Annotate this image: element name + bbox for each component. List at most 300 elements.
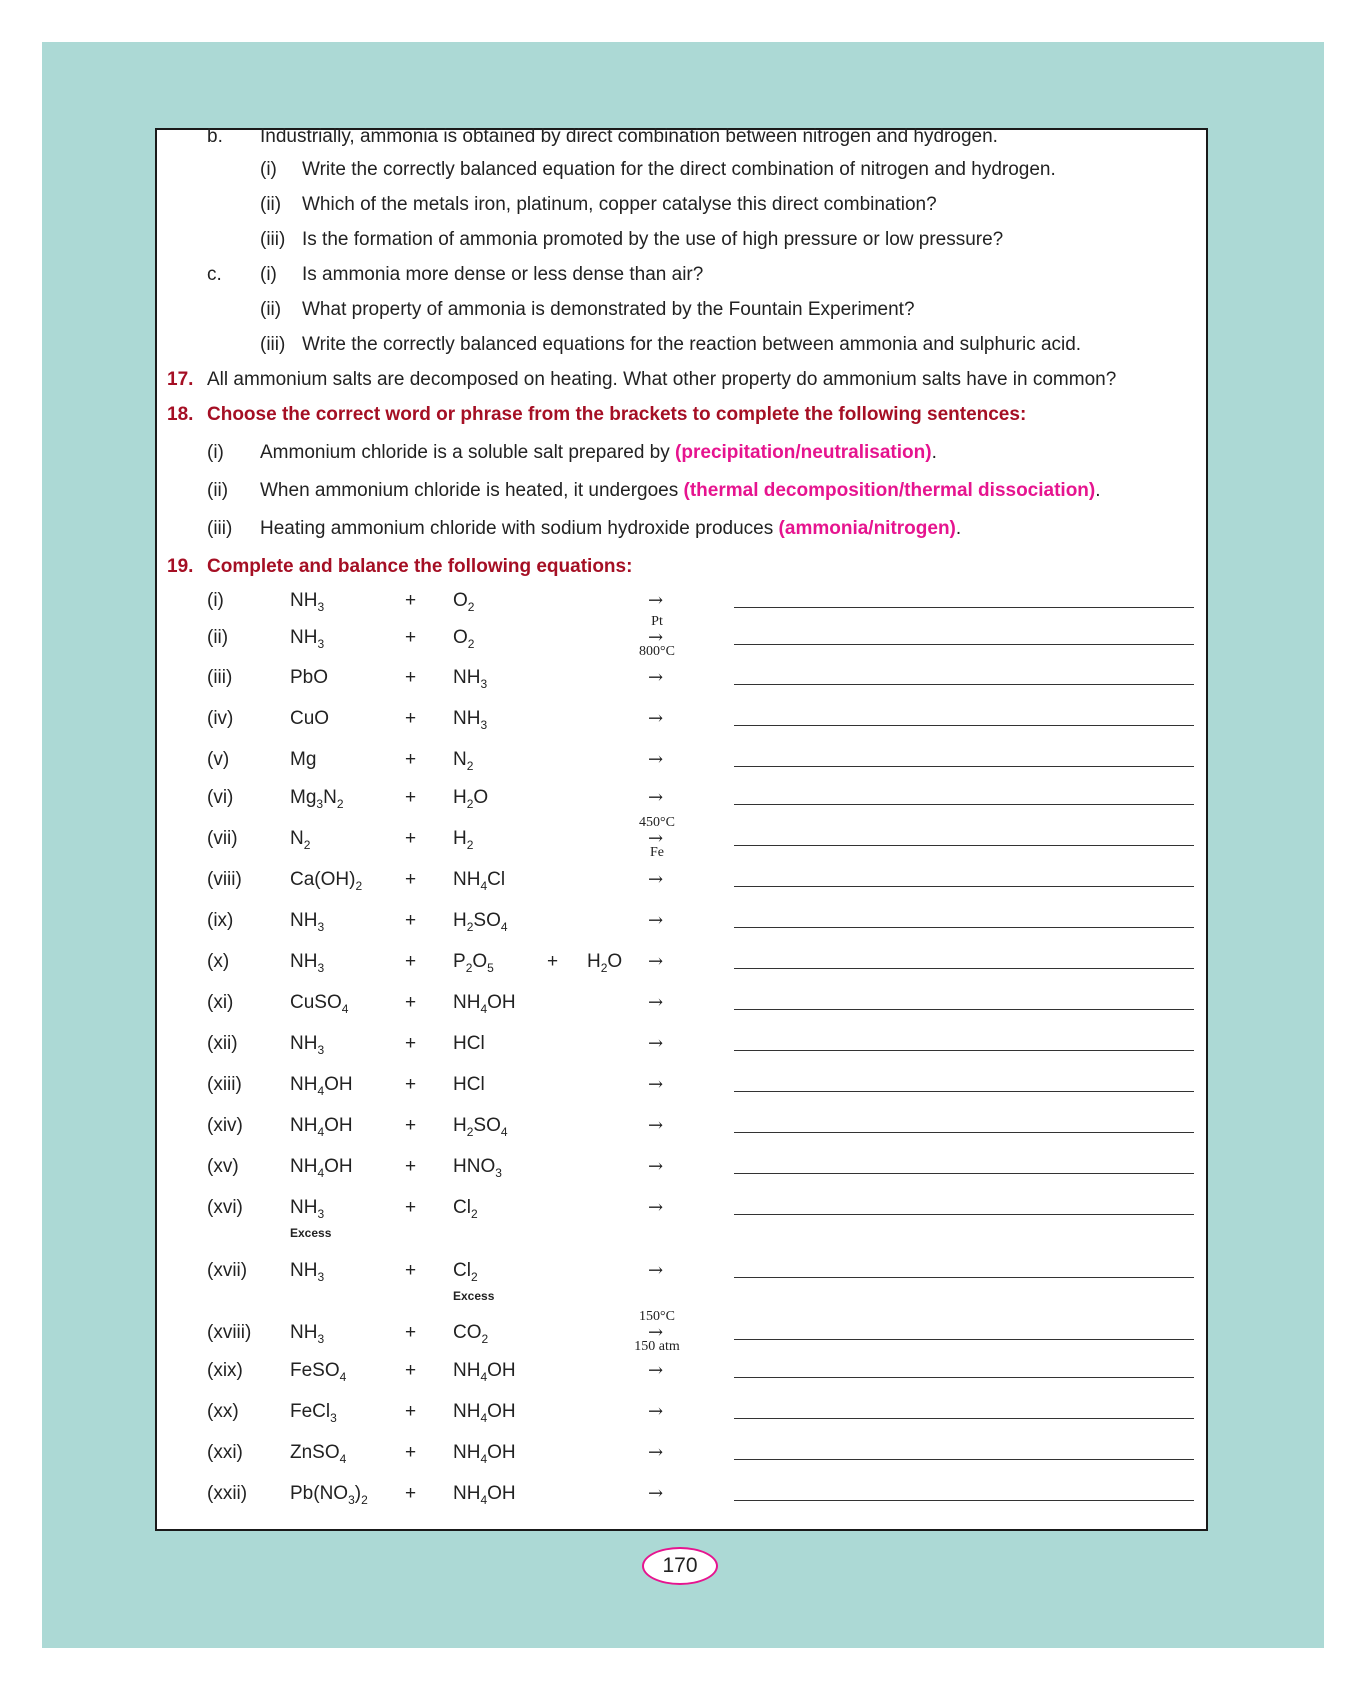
- q18-sentence: [207, 518, 232, 540]
- plus-sign: +: [405, 627, 417, 648]
- reaction-arrow: →: [648, 910, 664, 931]
- reactant-1: [290, 992, 348, 1014]
- equation-row: [157, 1260, 1206, 1303]
- reaction-arrow: →: [648, 749, 664, 770]
- condition-below: 800°C: [639, 644, 675, 659]
- answer-blank-line[interactable]: [734, 927, 1194, 928]
- plus-sign: +: [405, 787, 417, 808]
- formula-part: Cl: [453, 1260, 471, 1281]
- equation-number: (xviii): [207, 1322, 252, 1343]
- question-17-text: All ammonium salts are decomposed on heating. What other property do ammonium salts have in common?: [207, 369, 1117, 390]
- answer-blank-line[interactable]: [734, 886, 1194, 887]
- reactant-1: [290, 627, 324, 649]
- answer-blank-line[interactable]: [734, 1214, 1194, 1215]
- reactant-2: [453, 1483, 516, 1505]
- plus-sign: +: [405, 1401, 417, 1422]
- formula-subscript: 4: [480, 1370, 488, 1384]
- formula-subscript: 2: [466, 838, 474, 852]
- equation-row: [157, 1442, 1206, 1478]
- question-17-number: 17.: [167, 369, 194, 390]
- reaction-arrow: →: [648, 1197, 664, 1218]
- formula-part: O: [473, 787, 489, 808]
- formula-subscript: 3: [495, 1166, 502, 1180]
- reaction-arrow: →: [648, 1360, 664, 1381]
- formula-part: CuSO: [290, 992, 342, 1013]
- b-item-text: Write the correctly balanced equation for the direct combination of nitrogen and hydrogen.: [302, 159, 1056, 180]
- formula-subscript: 4: [317, 1166, 325, 1180]
- answer-blank-line[interactable]: [734, 1173, 1194, 1174]
- formula-part: CuO: [290, 708, 330, 729]
- answer-blank-line[interactable]: [734, 1277, 1194, 1278]
- formula-subscript: 2: [466, 759, 474, 773]
- c-item-num: (i): [260, 264, 277, 285]
- reactant-2: [453, 590, 474, 612]
- answer-blank-line[interactable]: [734, 845, 1194, 846]
- plus-sign: +: [405, 1322, 417, 1343]
- formula-subscript: 3: [480, 718, 488, 732]
- answer-blank-line[interactable]: [734, 766, 1194, 767]
- formula-part: NH: [453, 1360, 481, 1381]
- reaction-arrow: →: [648, 667, 664, 688]
- section-b-text: Industrially, ammonia is obtained by direct combination between nitrogen and hydrogen.: [260, 126, 998, 147]
- equation-number: (v): [207, 749, 230, 770]
- q18-choice: (ammonia/nitrogen): [778, 518, 956, 539]
- equation-number: (vii): [207, 828, 238, 849]
- formula-subscript: 3: [317, 1270, 325, 1284]
- formula-subscript: 2: [361, 1493, 368, 1507]
- formula-part: SO: [473, 910, 501, 931]
- equation-row: [157, 1115, 1206, 1151]
- formula-subscript: 2: [467, 600, 475, 614]
- q18-item-text: Heating ammonium chloride with sodium hydroxide produces: [260, 518, 774, 539]
- q18-sentence-body: [260, 480, 1101, 502]
- answer-blank-line[interactable]: [734, 725, 1194, 726]
- formula-subscript: 3: [317, 961, 325, 975]
- plus-sign: +: [547, 951, 559, 972]
- condition-below: 150 atm: [634, 1339, 680, 1354]
- answer-blank-line[interactable]: [734, 1009, 1194, 1010]
- reactant-2: [453, 627, 474, 649]
- question-19-text: Complete and balance the following equations:: [207, 556, 633, 577]
- formula-part: NH: [453, 992, 481, 1013]
- reaction-arrow: →: [648, 992, 664, 1013]
- equation-number: (xi): [207, 992, 234, 1013]
- reactant-2: [453, 910, 508, 932]
- equation-number: (xii): [207, 1033, 238, 1054]
- section-c-label: c.: [207, 264, 222, 285]
- reactant-2: [453, 1322, 488, 1344]
- equation-number: (x): [207, 951, 230, 972]
- formula-part: NH: [290, 1115, 318, 1136]
- q18-sentence: [207, 480, 228, 502]
- reactant-1: [290, 667, 328, 689]
- equation-number: (xvi): [207, 1197, 243, 1218]
- equation-row: [157, 708, 1206, 744]
- answer-blank-line[interactable]: [734, 968, 1194, 969]
- formula-part: NH: [290, 627, 318, 648]
- equation-row: [157, 992, 1206, 1028]
- formula-part: FeSO: [290, 1360, 340, 1381]
- reactant-2: [453, 749, 473, 771]
- formula-part: Pb(NO: [290, 1483, 349, 1504]
- reactant-2: [453, 1442, 516, 1464]
- reactant-2: [453, 1156, 502, 1178]
- equation-row: [157, 869, 1206, 905]
- reactant-2: [453, 708, 487, 730]
- equation-number: (iii): [207, 667, 233, 688]
- formula-part: H: [453, 1115, 467, 1136]
- formula-subscript: 3: [317, 1332, 325, 1346]
- answer-blank-line[interactable]: [734, 804, 1194, 805]
- formula-part: ZnSO: [290, 1442, 340, 1463]
- plus-sign: +: [405, 869, 417, 890]
- b-item-text: Is the formation of ammonia promoted by the use of high pressure or low pressure?: [302, 229, 1004, 250]
- equation-row: [157, 815, 1206, 864]
- formula-part: H: [453, 828, 467, 849]
- reactant-1: [290, 1260, 324, 1282]
- formula-part: OH: [487, 1360, 516, 1381]
- formula-part: OH: [487, 1483, 516, 1504]
- equation-number: (ii): [207, 627, 229, 648]
- equation-number: (i): [207, 590, 224, 611]
- formula-part: OH: [324, 1074, 353, 1095]
- formula-subscript: 3: [317, 920, 325, 934]
- formula-subscript: 4: [480, 1411, 488, 1425]
- reactant-1: [290, 1401, 337, 1423]
- reactant-1: [290, 951, 324, 973]
- reaction-arrow: →: [648, 627, 664, 648]
- equation-row: [157, 910, 1206, 946]
- formula-part: NH: [453, 708, 481, 729]
- reaction-arrow: →: [648, 1156, 664, 1177]
- reactant-1: [290, 869, 362, 891]
- answer-blank-line[interactable]: [734, 644, 1194, 645]
- equation-number: (xxi): [207, 1442, 243, 1463]
- equation-number: (ix): [207, 910, 234, 931]
- reaction-arrow: →: [648, 1074, 664, 1095]
- formula-part: HCl: [453, 1074, 485, 1095]
- plus-sign: +: [405, 1360, 417, 1381]
- equation-row: [157, 1074, 1206, 1110]
- reaction-arrow: →: [648, 708, 664, 729]
- formula-subscript: 2: [470, 1270, 478, 1284]
- equation-row: [157, 1401, 1206, 1437]
- c-item-text: Is ammonia more dense or less dense than air?: [302, 264, 704, 285]
- answer-blank-line[interactable]: [734, 1339, 1194, 1340]
- formula-part: O: [607, 951, 623, 972]
- reactant-1: [290, 590, 324, 612]
- q18-item-num: (i): [207, 442, 224, 463]
- formula-subscript: 3: [348, 1493, 355, 1507]
- formula-subscript: 4: [339, 1370, 347, 1384]
- reactant-2: [453, 951, 494, 973]
- reactant-1: [290, 1115, 353, 1137]
- plus-sign: +: [405, 951, 417, 972]
- q18-choice: (precipitation/neutralisation): [675, 442, 932, 463]
- reaction-arrow: →: [648, 1260, 664, 1281]
- reaction-arrow: →: [648, 787, 664, 808]
- formula-subscript: 2: [466, 920, 474, 934]
- q18-choice: (thermal decomposition/thermal dissociation): [683, 480, 1096, 501]
- formula-part: NH: [453, 1401, 481, 1422]
- formula-part: NH: [453, 1483, 481, 1504]
- reactant-2: [453, 787, 488, 809]
- reactant-1: [290, 1442, 346, 1464]
- b-item-num: (ii): [260, 194, 282, 215]
- reactant-2: [453, 1115, 508, 1137]
- formula-subscript: 3: [317, 600, 325, 614]
- formula-subscript: 3: [317, 1207, 325, 1221]
- reaction-arrow: →: [648, 1401, 664, 1422]
- answer-blank-line[interactable]: [734, 684, 1194, 685]
- formula-part: HNO: [453, 1156, 496, 1177]
- formula-part: NH: [290, 590, 318, 611]
- formula-subscript: 4: [480, 1493, 488, 1507]
- q18-item-end: .: [955, 518, 962, 539]
- formula-part: CO: [453, 1322, 482, 1343]
- reactant-3: [587, 951, 622, 973]
- formula-part: Ca(OH): [290, 869, 356, 890]
- plus-sign: +: [405, 1197, 417, 1218]
- formula-part: H: [453, 787, 467, 808]
- reaction-arrow: →: [648, 1033, 664, 1054]
- equation-row: [157, 1156, 1206, 1192]
- equation-row: [157, 1033, 1206, 1069]
- answer-blank-line[interactable]: [734, 1418, 1194, 1419]
- formula-part: NH: [290, 1322, 318, 1343]
- question-18-text: Choose the correct word or phrase from the brackets to complete the following sentences:: [207, 404, 1027, 425]
- plus-sign: +: [405, 828, 417, 849]
- reactant-1: [290, 910, 324, 932]
- reactant-1: [290, 787, 344, 809]
- equation-number: (xxii): [207, 1483, 248, 1504]
- reactant-2: [453, 992, 516, 1014]
- q18-sentence: [207, 442, 224, 464]
- formula-subscript: 3: [317, 637, 325, 651]
- q18-sentence-body: [260, 518, 961, 540]
- question-19-number: 19.: [167, 556, 194, 577]
- reaction-arrow: →: [648, 1115, 664, 1136]
- formula-part: NH: [290, 1197, 318, 1218]
- equation-row: [157, 1309, 1206, 1358]
- formula-part: PbO: [290, 667, 329, 688]
- reaction-arrow: →: [648, 1322, 664, 1343]
- formula-part: SO: [473, 1115, 501, 1136]
- formula-part: P: [453, 951, 466, 972]
- formula-part: NH: [290, 951, 318, 972]
- q18-sentence-body: [260, 442, 937, 464]
- reactant-2: [453, 1260, 478, 1282]
- formula-subscript: 2: [336, 797, 344, 811]
- equation-row: [157, 749, 1206, 785]
- reaction-arrow: →: [648, 1442, 664, 1463]
- equation-row: [157, 590, 1206, 626]
- formula-part: Cl: [453, 1197, 471, 1218]
- reactant-1: [290, 1074, 353, 1096]
- plus-sign: +: [405, 1115, 417, 1136]
- answer-blank-line[interactable]: [734, 1050, 1194, 1051]
- formula-part: NH: [453, 869, 481, 890]
- section-b-label: b.: [207, 126, 223, 147]
- c-item-num: (ii): [260, 299, 282, 320]
- formula-subscript: 4: [500, 1125, 508, 1139]
- reactant-2: [453, 869, 505, 891]
- q18-item-num: (iii): [207, 518, 233, 539]
- plus-sign: +: [405, 1260, 417, 1281]
- reaction-arrow: →: [648, 869, 664, 890]
- c-item-text: What property of ammonia is demonstrated by the Fountain Experiment?: [302, 299, 915, 320]
- formula-subscript: 4: [317, 1084, 325, 1098]
- formula-subscript: 4: [500, 920, 508, 934]
- reaction-arrow: →: [648, 590, 664, 611]
- question-18-number: 18.: [167, 404, 194, 425]
- reactant-2: [453, 1197, 478, 1219]
- plus-sign: +: [405, 667, 417, 688]
- plus-sign: +: [405, 749, 417, 770]
- q18-item-end: .: [931, 442, 937, 463]
- formula-subscript: 2: [467, 637, 475, 651]
- formula-part: NH: [290, 1260, 318, 1281]
- equation-number: (xv): [207, 1156, 239, 1177]
- formula-part: ): [354, 1483, 362, 1504]
- equation-number: (xix): [207, 1360, 243, 1381]
- answer-blank-line[interactable]: [734, 1132, 1194, 1133]
- q18-item-text: Ammonium chloride is a soluble salt prepared by: [260, 442, 670, 463]
- formula-part: O: [453, 627, 468, 648]
- reaction-arrow: →: [648, 951, 664, 972]
- reactant-1: [290, 1033, 324, 1055]
- condition-above: 150°C: [639, 1309, 675, 1324]
- excess-note: Excess: [290, 1226, 332, 1240]
- equation-number: (xiii): [207, 1074, 242, 1095]
- formula-subscript: 2: [303, 838, 311, 852]
- formula-subscript: 2: [600, 961, 608, 975]
- answer-blank-line[interactable]: [734, 1091, 1194, 1092]
- formula-subscript: 5: [487, 961, 494, 975]
- equation-row: [157, 667, 1206, 703]
- formula-part: NH: [290, 1156, 318, 1177]
- formula-part: OH: [487, 1401, 516, 1422]
- equation-row: [157, 787, 1206, 823]
- formula-part: N: [453, 749, 467, 770]
- formula-subscript: 4: [480, 1452, 488, 1466]
- reactant-1: [290, 708, 329, 730]
- answer-blank-line[interactable]: [734, 1500, 1194, 1501]
- reactant-1: [290, 1156, 353, 1178]
- formula-part: NH: [453, 667, 481, 688]
- reactant-1: [290, 1360, 346, 1382]
- equation-number: (xiv): [207, 1115, 243, 1136]
- formula-subscript: 4: [339, 1452, 347, 1466]
- reactant-1: [290, 828, 310, 850]
- formula-part: O: [453, 590, 468, 611]
- formula-part: H: [587, 951, 601, 972]
- reactant-1: [290, 1483, 368, 1505]
- excess-note: Excess: [453, 1289, 495, 1303]
- formula-part: O: [472, 951, 488, 972]
- q18-item-text: When ammonium chloride is heated, it undergoes: [260, 480, 679, 501]
- formula-part: FeCl: [290, 1401, 331, 1422]
- plus-sign: +: [405, 1074, 417, 1095]
- formula-subscript: 4: [341, 1002, 349, 1016]
- equation-number: (xx): [207, 1401, 239, 1422]
- reactant-2: [453, 1074, 485, 1096]
- formula-part: H: [453, 910, 467, 931]
- reactant-1: [290, 1197, 324, 1219]
- formula-part: OH: [487, 1442, 516, 1463]
- formula-subscript: 2: [465, 961, 473, 975]
- equation-number: (iv): [207, 708, 234, 729]
- reactant-2: [453, 1401, 516, 1423]
- reactant-1: [290, 1322, 324, 1344]
- formula-part: Mg: [290, 749, 317, 770]
- formula-subscript: 2: [466, 797, 474, 811]
- reactant-1: [290, 749, 316, 771]
- formula-subscript: 2: [470, 1207, 478, 1221]
- answer-blank-line[interactable]: [734, 1459, 1194, 1460]
- formula-part: OH: [324, 1156, 353, 1177]
- formula-part: Cl: [487, 869, 506, 890]
- formula-part: HCl: [453, 1033, 485, 1054]
- equation-row: [157, 951, 1206, 987]
- formula-subscript: 2: [355, 879, 363, 893]
- equation-row: [157, 1197, 1206, 1240]
- formula-part: N: [323, 787, 337, 808]
- equation-number: (xvii): [207, 1260, 248, 1281]
- plus-sign: +: [405, 1033, 417, 1054]
- formula-subscript: 3: [480, 677, 488, 691]
- q18-item-end: .: [1095, 480, 1101, 501]
- equation-number: (vi): [207, 787, 234, 808]
- answer-blank-line[interactable]: [734, 1377, 1194, 1378]
- plus-sign: +: [405, 910, 417, 931]
- condition-above: 450°C: [639, 815, 675, 830]
- formula-subscript: 3: [330, 1411, 337, 1425]
- plus-sign: +: [405, 1156, 417, 1177]
- q18-item-num: (ii): [207, 480, 229, 501]
- formula-part: Mg: [290, 787, 317, 808]
- plus-sign: +: [405, 1483, 417, 1504]
- formula-subscript: 3: [317, 1043, 325, 1057]
- equation-row: [157, 1483, 1206, 1519]
- c-item-text: Write the correctly balanced equations for the reaction between ammonia and sulphuric acid.: [302, 334, 1082, 355]
- b-item-text: Which of the metals iron, platinum, copper catalyse this direct combination?: [302, 194, 937, 215]
- formula-subscript: 2: [481, 1332, 489, 1346]
- reactant-2: [453, 667, 487, 689]
- b-item-num: (i): [260, 159, 277, 180]
- worksheet-page: [155, 128, 1208, 1531]
- condition-below: Fe: [650, 845, 664, 860]
- formula-part: OH: [487, 992, 516, 1013]
- equation-number: (viii): [207, 869, 242, 890]
- equation-row: [157, 614, 1206, 663]
- formula-subscript: 3: [316, 797, 324, 811]
- page-number: 170: [642, 1547, 718, 1585]
- plus-sign: +: [405, 1442, 417, 1463]
- formula-part: OH: [324, 1115, 353, 1136]
- answer-blank-line[interactable]: [734, 607, 1194, 608]
- c-item-num: (iii): [260, 334, 286, 355]
- formula-part: NH: [453, 1442, 481, 1463]
- reactant-2: [453, 1360, 516, 1382]
- plus-sign: +: [405, 708, 417, 729]
- plus-sign: +: [405, 992, 417, 1013]
- formula-subscript: 4: [480, 879, 488, 893]
- reaction-arrow: →: [648, 828, 664, 849]
- formula-part: N: [290, 828, 304, 849]
- formula-part: NH: [290, 1074, 318, 1095]
- equation-row: [157, 1360, 1206, 1396]
